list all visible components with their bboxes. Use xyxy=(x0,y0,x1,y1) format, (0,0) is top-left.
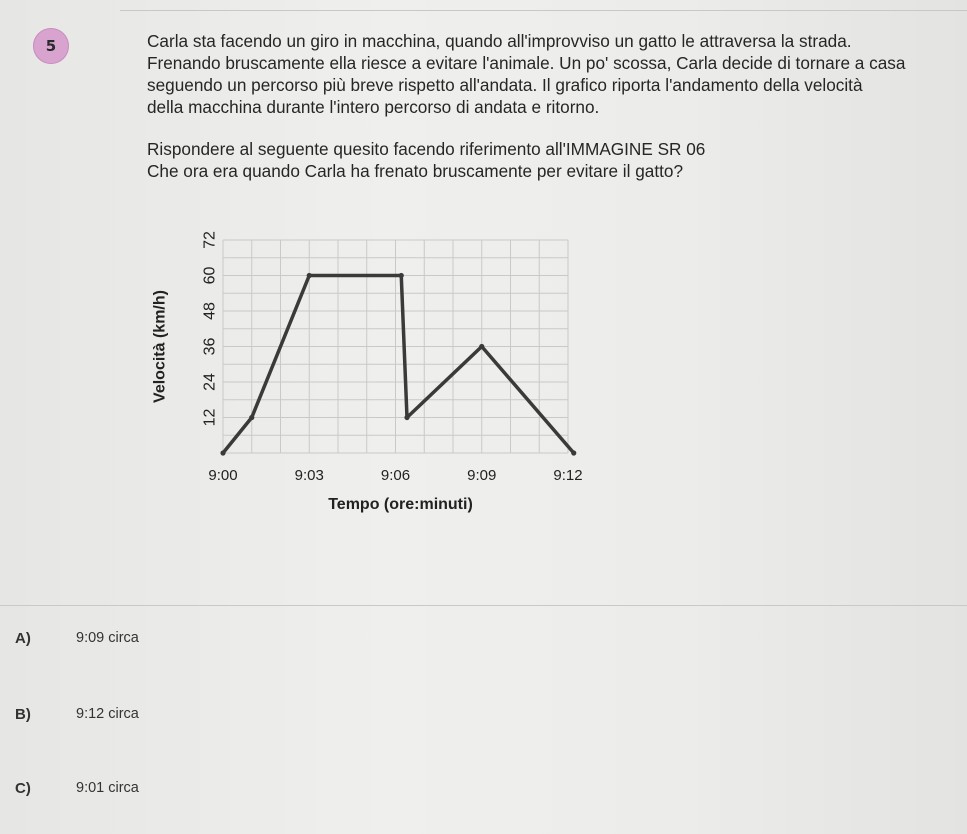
data-point xyxy=(220,450,225,455)
y-tick-label: 36 xyxy=(201,337,219,356)
data-point xyxy=(404,415,409,420)
instruction-line: Che ora era quando Carla ha frenato bruscamente per evitare il gatto? xyxy=(147,161,684,181)
x-tick-label: 9:03 xyxy=(294,467,324,484)
y-tick-label: 48 xyxy=(201,302,219,320)
x-tick-label: 9:06 xyxy=(380,467,411,484)
answer-letter: C) xyxy=(15,780,31,797)
data-point xyxy=(249,415,254,420)
data-point xyxy=(399,273,404,278)
answer-value: 9:01 circa xyxy=(76,780,139,796)
speed-chart-svg xyxy=(140,210,610,530)
answer-value: 9:12 circa xyxy=(76,706,139,722)
question-line: della macchina durante l'intero percorso di andata e ritorno. xyxy=(147,97,600,117)
top-divider xyxy=(120,10,967,11)
data-point xyxy=(479,344,484,349)
answer-letter: A) xyxy=(15,630,31,647)
speed-chart xyxy=(140,210,610,530)
question-line: Frenando bruscamente ella riesce a evitare l'animale. Un po' scossa, Carla decide di tornare a casa xyxy=(147,53,906,73)
y-tick-label: 24 xyxy=(201,373,219,391)
section-divider xyxy=(0,605,967,606)
x-axis-label: Tempo (ore:minuti) xyxy=(328,496,473,513)
y-tick-label: 72 xyxy=(201,231,219,249)
question-text xyxy=(147,30,957,182)
question-number-badge: 5 xyxy=(33,28,69,64)
answer-letter: B) xyxy=(15,706,31,723)
question-line: seguendo un percorso più breve rispetto all'andata. Il grafico riporta l'andamento della velocità xyxy=(147,75,863,95)
y-axis-label: Velocità (km/h) xyxy=(151,290,169,403)
question-line: Carla sta facendo un giro in macchina, quando all'improvviso un gatto le attraversa la strada. xyxy=(147,31,852,51)
data-point xyxy=(307,273,312,278)
y-tick-label: 60 xyxy=(201,266,219,285)
y-tick-label: 12 xyxy=(201,408,219,427)
answer-value: 9:09 circa xyxy=(76,630,139,646)
x-tick-label: 9:12 xyxy=(553,467,583,484)
data-point xyxy=(571,450,576,455)
instruction-line: Rispondere al seguente quesito facendo riferimento all'IMMAGINE SR 06 xyxy=(147,139,706,159)
x-tick-label: 9:00 xyxy=(208,467,238,484)
x-tick-label: 9:09 xyxy=(467,467,497,484)
